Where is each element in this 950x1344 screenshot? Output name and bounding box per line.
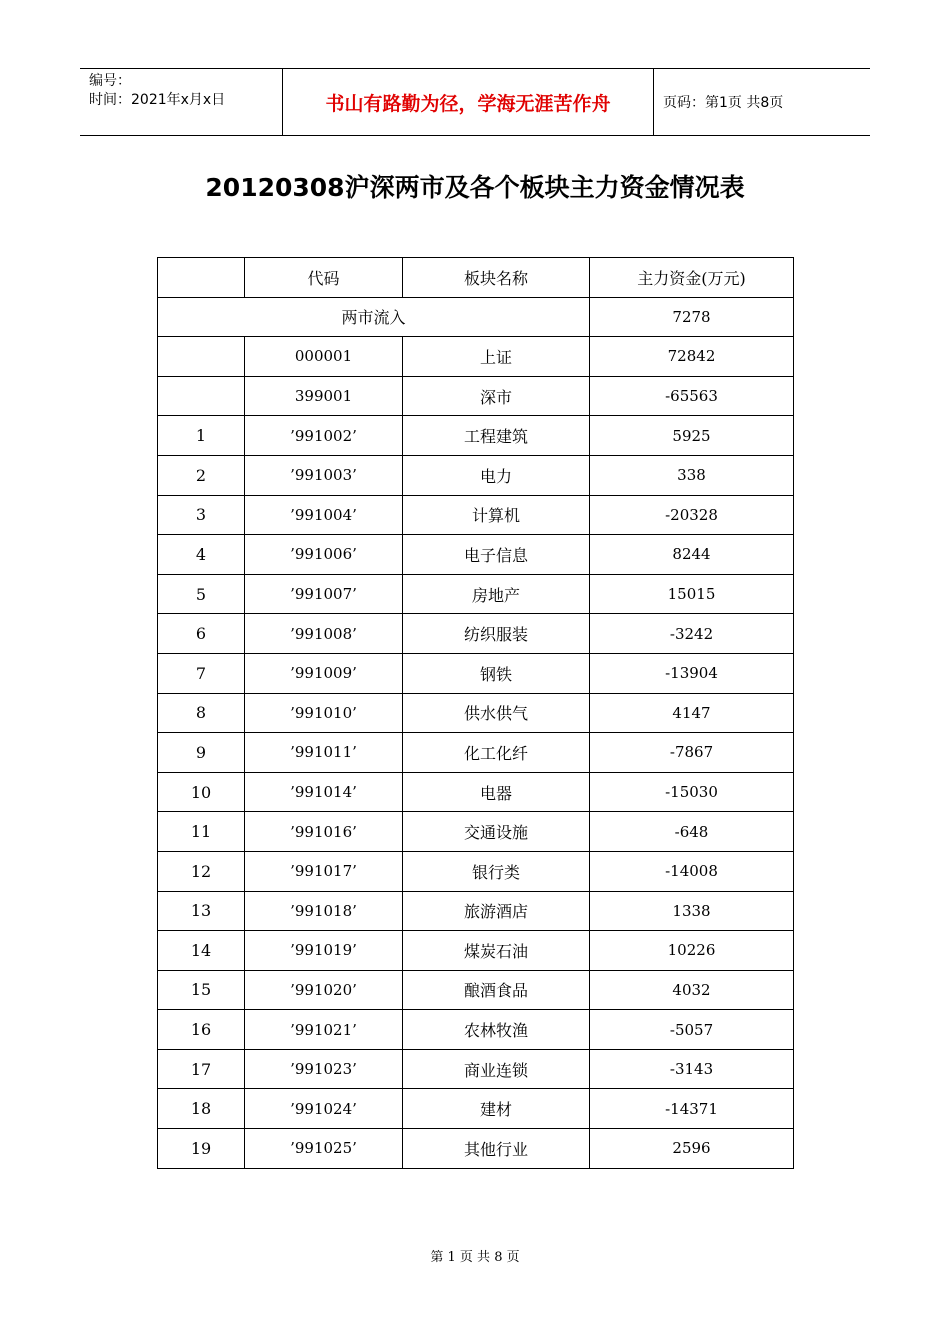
table-row — [158, 693, 794, 733]
row-index: 1 — [158, 416, 245, 456]
row-value: -3143 — [590, 1049, 794, 1089]
header-page-info: 页码：第1页 共8页 — [663, 95, 784, 111]
row-name: 电子信息 — [403, 535, 590, 575]
row-code: ’991004’ — [245, 495, 403, 535]
row-value: 72842 — [590, 337, 794, 377]
table-row — [158, 891, 794, 931]
row-index: 5 — [158, 574, 245, 614]
row-code: ’991009’ — [245, 653, 403, 693]
row-index: 9 — [158, 733, 245, 773]
row-index: 8 — [158, 693, 245, 733]
row-index: 4 — [158, 535, 245, 575]
row-index: 10 — [158, 772, 245, 812]
row-index — [158, 376, 245, 416]
row-index: 13 — [158, 891, 245, 931]
table-row — [158, 1049, 794, 1089]
row-index: 2 — [158, 455, 245, 495]
row-value: 15015 — [590, 574, 794, 614]
row-code: 399001 — [245, 376, 403, 416]
row-code: ’991003’ — [245, 455, 403, 495]
row-code: ’991025’ — [245, 1129, 403, 1169]
row-index: 18 — [158, 1089, 245, 1129]
header-cell-index — [158, 258, 245, 298]
table-row — [158, 851, 794, 891]
serial-label: 编号： — [89, 73, 131, 89]
row-index: 15 — [158, 970, 245, 1010]
table-row — [158, 1010, 794, 1050]
header-cell-code: 代码 — [245, 258, 403, 298]
row-name: 工程建筑 — [403, 416, 590, 456]
row-index — [158, 337, 245, 377]
row-code: ’991010’ — [245, 693, 403, 733]
row-code: ’991011’ — [245, 733, 403, 773]
row-name: 钢铁 — [403, 653, 590, 693]
row-code: ’991024’ — [245, 1089, 403, 1129]
row-code: ’991016’ — [245, 812, 403, 852]
header-meta — [80, 69, 282, 135]
row-name: 上证 — [403, 337, 590, 377]
table-row — [158, 733, 794, 773]
table-row — [158, 772, 794, 812]
table-row — [158, 931, 794, 971]
row-value: 5925 — [590, 416, 794, 456]
table-row — [158, 535, 794, 575]
row-value: 4032 — [590, 970, 794, 1010]
row-index: 19 — [158, 1129, 245, 1169]
row-value: -7867 — [590, 733, 794, 773]
row-name: 煤炭石油 — [403, 931, 590, 971]
header-cell-capital: 主力资金(万元) — [590, 258, 794, 298]
row-name: 电器 — [403, 772, 590, 812]
row-name: 计算机 — [403, 495, 590, 535]
table-row — [158, 416, 794, 456]
row-code: ’991017’ — [245, 851, 403, 891]
row-code: 000001 — [245, 337, 403, 377]
capital-flow-table — [157, 257, 794, 1169]
row-code: ’991018’ — [245, 891, 403, 931]
time-label: 时间：2021年x月x日 — [89, 92, 226, 108]
table-row — [158, 455, 794, 495]
table-row — [158, 812, 794, 852]
table-header-row — [158, 258, 794, 298]
row-index: 12 — [158, 851, 245, 891]
row-code: ’991002’ — [245, 416, 403, 456]
row-code: ’991008’ — [245, 614, 403, 654]
row-name: 化工化纤 — [403, 733, 590, 773]
row-value: 1338 — [590, 891, 794, 931]
row-value: -20328 — [590, 495, 794, 535]
document-title: 20120308沪深两市及各个板块主力资金情况表 — [205, 173, 745, 202]
row-value: -5057 — [590, 1010, 794, 1050]
row-index: 16 — [158, 1010, 245, 1050]
row-code: ’991006’ — [245, 535, 403, 575]
header-cell-name: 板块名称 — [403, 258, 590, 298]
row-index: 6 — [158, 614, 245, 654]
row-value: -14371 — [590, 1089, 794, 1129]
row-value: 10226 — [590, 931, 794, 971]
row-name: 其他行业 — [403, 1129, 590, 1169]
row-value: 4147 — [590, 693, 794, 733]
table-row — [158, 614, 794, 654]
row-name: 商业连锁 — [403, 1049, 590, 1089]
total-value: 7278 — [590, 297, 794, 337]
row-name: 银行类 — [403, 851, 590, 891]
row-value: -3242 — [590, 614, 794, 654]
row-index: 17 — [158, 1049, 245, 1089]
table-row — [158, 653, 794, 693]
row-value: -13904 — [590, 653, 794, 693]
row-value: -65563 — [590, 376, 794, 416]
table-row — [158, 495, 794, 535]
row-code: ’991007’ — [245, 574, 403, 614]
row-index: 14 — [158, 931, 245, 971]
row-name: 旅游酒店 — [403, 891, 590, 931]
row-index: 11 — [158, 812, 245, 852]
row-code: ’991019’ — [245, 931, 403, 971]
row-value: 8244 — [590, 535, 794, 575]
row-value: -648 — [590, 812, 794, 852]
table-row — [158, 1089, 794, 1129]
row-name: 交通设施 — [403, 812, 590, 852]
row-name: 纺织服装 — [403, 614, 590, 654]
row-name: 电力 — [403, 455, 590, 495]
row-value: -14008 — [590, 851, 794, 891]
table-row — [158, 1129, 794, 1169]
row-index: 7 — [158, 653, 245, 693]
total-row — [158, 297, 794, 337]
row-value: -15030 — [590, 772, 794, 812]
row-name: 房地产 — [403, 574, 590, 614]
row-name: 酿酒食品 — [403, 970, 590, 1010]
market-row — [158, 376, 794, 416]
table-row — [158, 970, 794, 1010]
row-code: ’991021’ — [245, 1010, 403, 1050]
total-label: 两市流入 — [158, 297, 590, 337]
row-name: 农林牧渔 — [403, 1010, 590, 1050]
row-name: 供水供气 — [403, 693, 590, 733]
row-value: 338 — [590, 455, 794, 495]
row-value: 2596 — [590, 1129, 794, 1169]
row-name: 建材 — [403, 1089, 590, 1129]
page-header — [80, 68, 870, 136]
row-index: 3 — [158, 495, 245, 535]
header-motto: 书山有路勤为径，学海无涯苦作舟 — [282, 69, 654, 135]
table-row — [158, 574, 794, 614]
row-code: ’991020’ — [245, 970, 403, 1010]
row-name: 深市 — [403, 376, 590, 416]
row-code: ’991014’ — [245, 772, 403, 812]
market-row — [158, 337, 794, 377]
page-footer: 第 1 页 共 8 页 — [430, 1250, 520, 1265]
row-code: ’991023’ — [245, 1049, 403, 1089]
